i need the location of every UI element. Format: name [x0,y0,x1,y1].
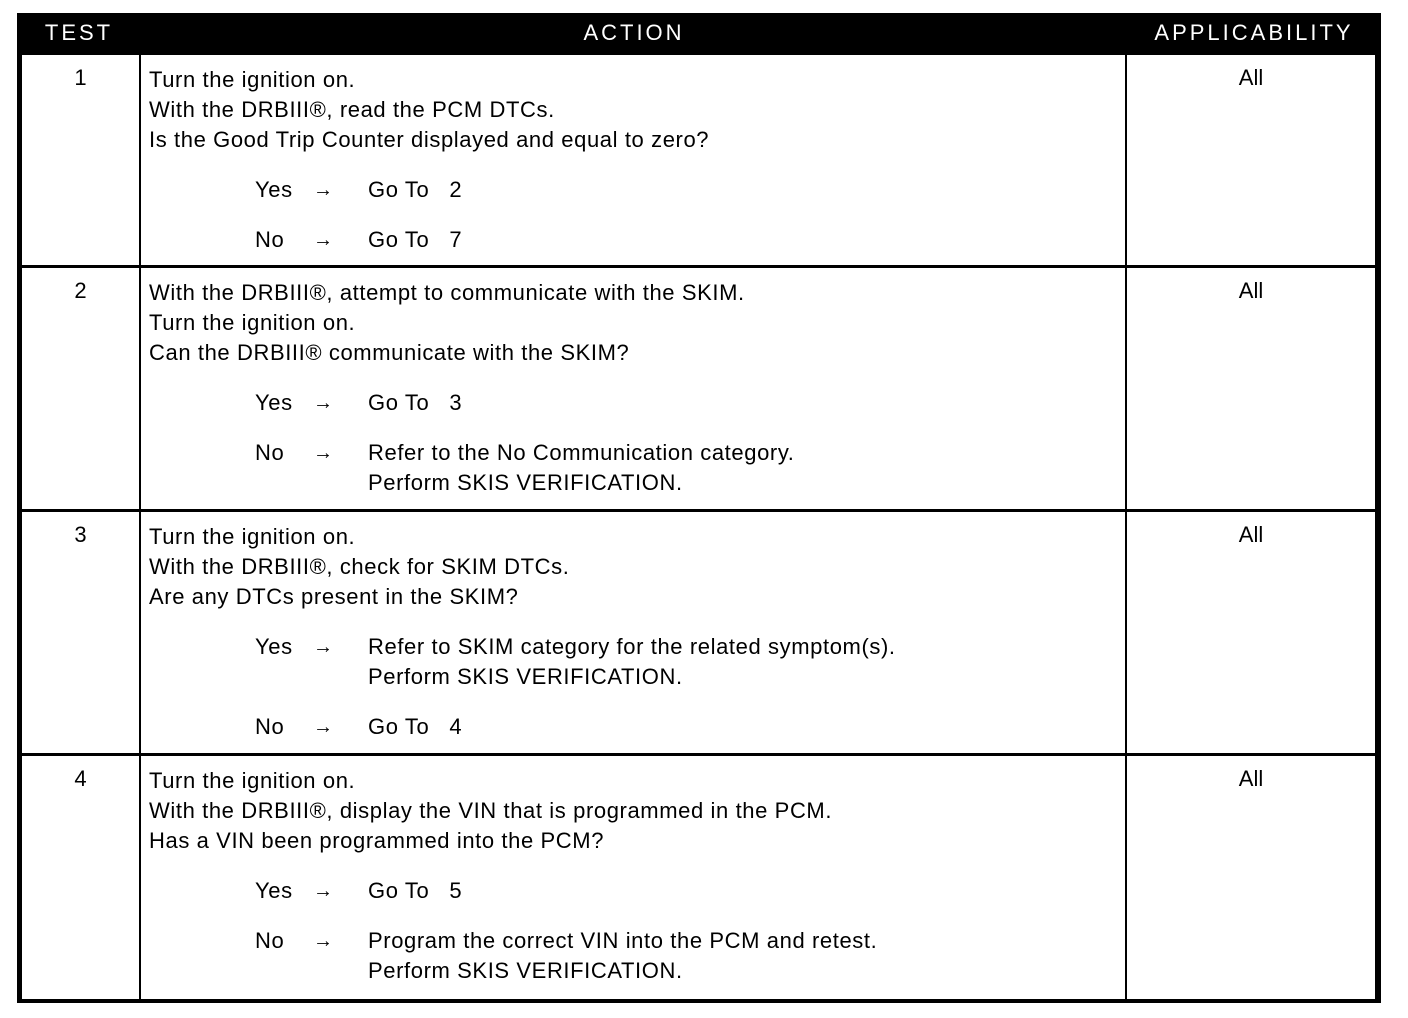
outcome-result [368,438,1125,498]
result-line: Perform SKIS VERIFICATION. [368,958,683,983]
result-line: Go To 7 [368,227,463,252]
header-applicability: APPLICABILITY [1154,20,1354,45]
right-arrow-icon: → [313,179,334,201]
action-step: With the DRBIII®, attempt to communicate with the SKIM. [149,280,745,305]
action-cell [141,512,1125,753]
outcome-yes [149,876,1125,906]
right-arrow-icon: → [313,229,334,251]
applicability-cell: All [1127,268,1375,509]
action-step: Turn the ignition on. [149,310,356,335]
action-step: With the DRBIII®, read the PCM DTCs. [149,97,555,122]
result-line: Perform SKIS VERIFICATION. [368,664,683,689]
outcome-no [149,926,1125,986]
action-step: With the DRBIII®, check for SKIM DTCs. [149,554,570,579]
diagnostic-table [17,13,1381,1003]
outcome-yes [149,175,1125,205]
result-line: Go To 5 [368,878,463,903]
right-arrow-icon: → [313,930,334,952]
outcome-result [368,225,1125,255]
result-line: Refer to SKIM category for the related symptom(s). [368,634,896,659]
outcome-result [368,926,1125,986]
applicability-cell: All [1127,756,1375,999]
action-cell [141,268,1125,509]
header-action: ACTION [583,20,685,45]
action-step: Is the Good Trip Counter displayed and equal to zero? [149,127,710,152]
result-line: Program the correct VIN into the PCM and retest. [368,928,878,953]
answer-label: Yes [255,634,293,659]
right-arrow-icon: → [313,636,334,658]
outcome-no [149,225,1125,255]
right-arrow-icon: → [313,716,334,738]
action-step: Can the DRBIII® communicate with the SKIM? [149,340,630,365]
test-number: 1 [22,55,139,265]
outcome-result [368,175,1125,205]
answer-label: Yes [255,177,293,202]
result-line: Go To 3 [368,390,463,415]
result-line: Refer to the No Communication category. [368,440,795,465]
test-number: 2 [22,268,139,509]
answer-label: No [255,928,285,953]
answer-label: No [255,714,285,739]
outcome-result [368,632,1125,692]
action-step: Are any DTCs present in the SKIM? [149,584,519,609]
result-line: Go To 4 [368,714,463,739]
action-cell [141,55,1125,265]
outcome-no [149,712,1125,742]
right-arrow-icon: → [313,880,334,902]
action-step: Turn the ignition on. [149,67,356,92]
outcome-result [368,876,1125,906]
action-cell [141,756,1125,999]
action-step: With the DRBIII®, display the VIN that is programmed in the PCM. [149,798,833,823]
answer-label: No [255,440,285,465]
result-line: Go To 2 [368,177,463,202]
right-arrow-icon: → [313,442,334,464]
outcome-yes [149,388,1125,418]
action-step: Turn the ignition on. [149,768,356,793]
outcome-yes [149,632,1125,692]
answer-label: Yes [255,390,293,415]
header-test: TEST [44,20,114,45]
applicability-cell: All [1127,55,1375,265]
answer-label: Yes [255,878,293,903]
test-number: 4 [22,756,139,999]
action-step: Has a VIN been programmed into the PCM? [149,828,605,853]
answer-label: No [255,227,285,252]
action-step: Turn the ignition on. [149,524,356,549]
outcome-no [149,438,1125,498]
applicability-cell: All [1127,512,1375,753]
outcome-result [368,712,1125,742]
test-number: 3 [22,512,139,753]
right-arrow-icon: → [313,392,334,414]
result-line: Perform SKIS VERIFICATION. [368,470,683,495]
outcome-result [368,388,1125,418]
